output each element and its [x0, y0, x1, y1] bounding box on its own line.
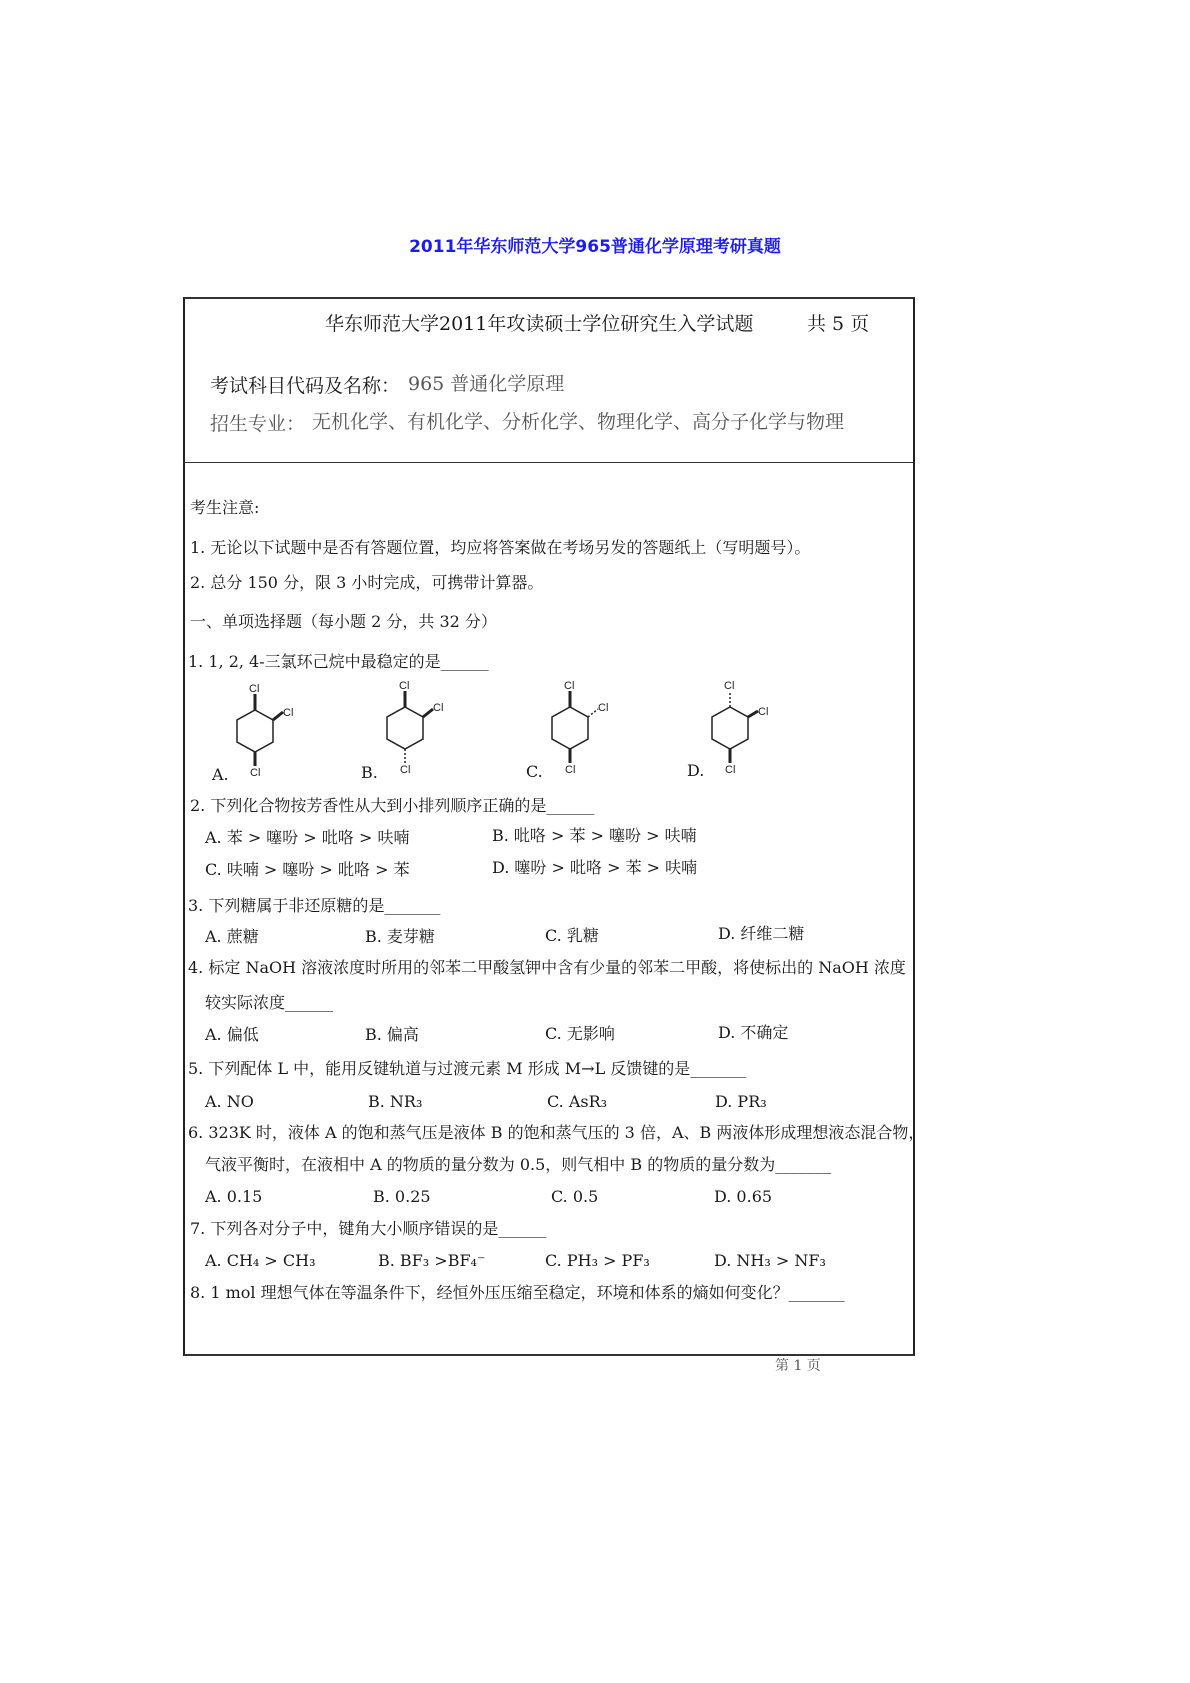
q4-option-b: B. 偏高 — [365, 1025, 419, 1044]
cl-label: Cl — [564, 680, 575, 692]
cl-label: Cl — [250, 767, 261, 779]
exam-title: 华东师范大学2011年攻读硕士学位研究生入学试题 — [325, 313, 754, 335]
q2-option-b: B. 吡咯 > 苯 > 噻吩 > 呋喃 — [492, 826, 697, 845]
structure-a — [225, 680, 315, 780]
cl-label: Cl — [249, 683, 260, 695]
q6-option-d: D. 0.65 — [714, 1187, 773, 1206]
q3-option-b: B. 麦芽糖 — [365, 927, 435, 946]
q4-option-a: A. 偏低 — [205, 1025, 259, 1044]
structure-d — [700, 677, 790, 777]
q4-option-c: C. 无影响 — [545, 1024, 615, 1043]
question-4-cont: 较实际浓度______ — [205, 993, 334, 1012]
subject-label: 考试科目代码及名称： — [210, 375, 401, 397]
document-title: 2011年华东师范大学965普通化学原理考研真题 — [409, 237, 781, 257]
cl-label: Cl — [400, 764, 411, 776]
q5-option-c: C. AsR₃ — [547, 1092, 608, 1111]
q6-option-a: A. 0.15 — [205, 1187, 263, 1206]
q2-option-c: C. 呋喃 > 噻吩 > 吡咯 > 苯 — [205, 860, 410, 879]
q5-option-d: D. PR₃ — [715, 1092, 767, 1111]
note-1: 1. 无论以下试题中是否有答题位置，均应将答案做在考场另发的答题纸上（写明题号）。 — [190, 538, 811, 557]
q5-option-b: B. NR₃ — [368, 1092, 423, 1111]
q3-option-d: D. 纤维二糖 — [718, 924, 805, 943]
cl-label: Cl — [433, 702, 444, 714]
q6-option-b: B. 0.25 — [373, 1187, 431, 1206]
major-label: 招生专业： — [210, 413, 306, 435]
major-value: 无机化学、有机化学、分析化学、物理化学、高分子化学与物理 — [312, 411, 845, 433]
cl-label: Cl — [283, 707, 294, 719]
cl-label: Cl — [758, 706, 769, 718]
cl-label: Cl — [724, 680, 735, 692]
q4-option-d: D. 不确定 — [718, 1023, 789, 1042]
header-divider — [183, 462, 913, 463]
question-1: 1. 1, 2, 4-三氯环己烷中最稳定的是______ — [188, 652, 489, 671]
q5-option-a: A. NO — [205, 1092, 254, 1111]
q1-option-b: B. — [361, 763, 378, 782]
page-footer: 第 1 页 — [775, 1358, 821, 1374]
q3-option-c: C. 乳糖 — [545, 926, 599, 945]
section-heading: 一、单项选择题（每小题 2 分，共 32 分） — [190, 612, 497, 631]
q2-option-a: A. 苯 > 噻吩 > 吡咯 > 呋喃 — [205, 828, 410, 847]
page-count: 共 5 页 — [807, 313, 870, 335]
note-2: 2. 总分 150 分，限 3 小时完成，可携带计算器。 — [190, 573, 544, 592]
notes-heading: 考生注意: — [190, 498, 260, 517]
question-8: 8. 1 mol 理想气体在等温条件下，经恒外压压缩至稳定，环境和体系的熵如何变化？_______ — [190, 1283, 845, 1302]
question-2: 2. 下列化合物按芳香性从大到小排列顺序正确的是______ — [190, 796, 595, 815]
cl-label: Cl — [399, 680, 410, 692]
cl-label: Cl — [565, 764, 576, 776]
q7-option-d: D. NH₃ > NF₃ — [714, 1251, 826, 1270]
q7-option-b: B. BF₃ >BF₄⁻ — [378, 1251, 486, 1270]
cl-label: Cl — [725, 764, 736, 776]
q2-option-d: D. 噻吩 > 吡咯 > 苯 > 呋喃 — [492, 858, 698, 877]
question-4: 4. 标定 NaOH 溶液浓度时所用的邻苯二甲酸氢钾中含有少量的邻苯二甲酸，将使标出的 NaOH 浓度 — [188, 958, 906, 977]
q7-option-a: A. CH₄ > CH₃ — [205, 1251, 316, 1270]
structure-c — [540, 677, 630, 777]
q6-option-c: C. 0.5 — [551, 1187, 599, 1206]
q1-option-c: C. — [526, 762, 543, 781]
question-3: 3. 下列糖属于非还原糖的是_______ — [188, 896, 441, 915]
question-6: 6. 323K 时，液体 A 的饱和蒸气压是液体 B 的饱和蒸气压的 3 倍，A、B 两液体形成理想液态混合物， — [188, 1123, 925, 1142]
q7-option-c: C. PH₃ > PF₃ — [545, 1251, 650, 1270]
subject-value: 965 普通化学原理 — [408, 373, 565, 395]
structure-b — [375, 677, 465, 777]
q1-option-d: D. — [687, 761, 705, 780]
q1-option-a: A. — [212, 765, 229, 784]
question-6-cont: 气液平衡时，在液相中 A 的物质的量分数为 0.5，则气相中 B 的物质的量分数为_______ — [205, 1155, 832, 1174]
cl-label: Cl — [598, 702, 609, 714]
q3-option-a: A. 蔗糖 — [205, 927, 259, 946]
question-5: 5. 下列配体 L 中，能用反键轨道与过渡元素 M 形成 M→L 反馈键的是_______ — [188, 1059, 747, 1078]
question-7: 7. 下列各对分子中，键角大小顺序错误的是______ — [190, 1219, 547, 1238]
